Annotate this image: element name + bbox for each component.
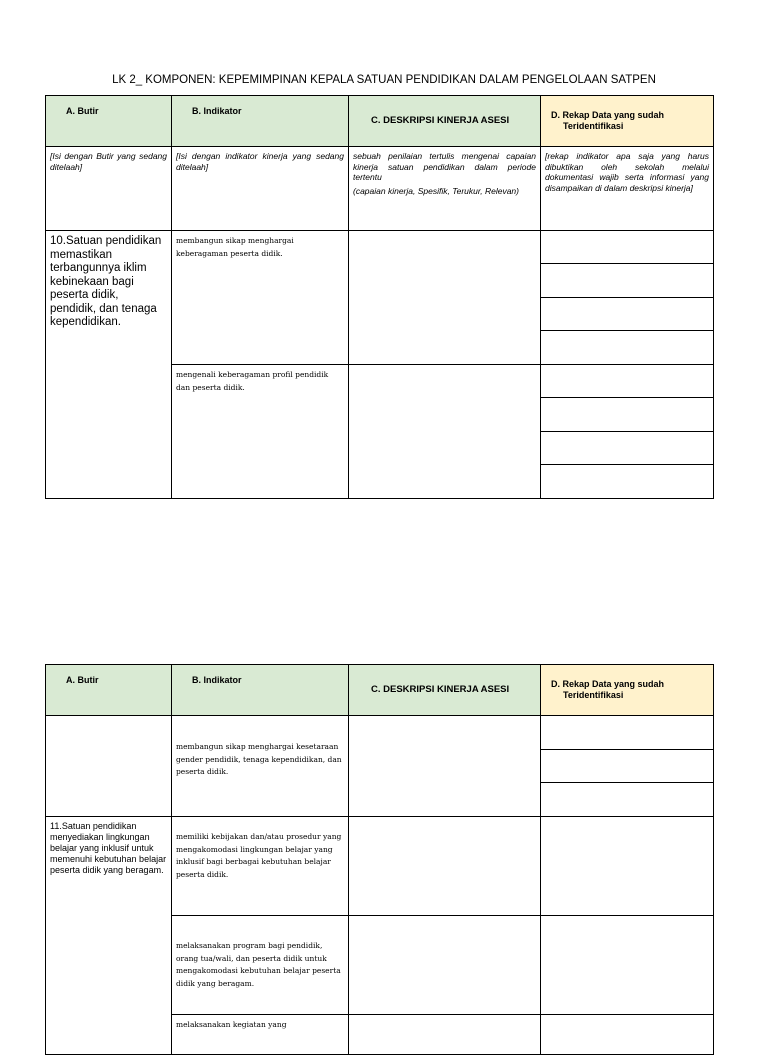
deskripsi-cell[interactable]	[349, 365, 541, 499]
indikator-cell: membangun sikap menghargai keberagaman peserta didik.	[172, 231, 349, 365]
rekap-cell[interactable]	[541, 716, 714, 817]
deskripsi-cell[interactable]	[349, 231, 541, 365]
header-rekap: D. Rekap Data yang sudah Teridentifikasi	[541, 96, 714, 147]
rekap-cell[interactable]	[541, 817, 714, 916]
instruction-deskripsi: sebuah penilaian tertulis mengenai capaian kinerja satuan pendidikan dalam periode tertentu (capaian kinerja, Spesifik, Terukur, Relevan)	[349, 147, 541, 231]
instruction-row	[46, 147, 714, 231]
rekap-cell[interactable]	[541, 231, 714, 365]
header-indikator: B. Indikator	[172, 96, 349, 147]
rekap-cell[interactable]	[541, 916, 714, 1015]
butir-cell: 11.Satuan pendidikan menyediakan lingkungan belajar yang inklusif untuk memenuhi kebutuhan belajar peserta didik yang beragam.	[46, 817, 172, 1055]
indikator-cell: membangun sikap menghargai kesetaraan gender pendidik, tenaga kependidikan, dan peserta didik.	[172, 716, 349, 817]
indikator-cell: melaksanakan kegiatan yang	[172, 1015, 349, 1055]
rekap-cell[interactable]	[541, 365, 714, 499]
rubric-table-1	[45, 95, 714, 499]
rubric-table-2	[45, 664, 714, 1055]
header-butir: A. Butir	[46, 665, 172, 716]
rekap-cell[interactable]	[541, 1015, 714, 1055]
header-indikator: B. Indikator	[172, 665, 349, 716]
table-header-row	[46, 665, 714, 716]
indikator-cell: melaksanakan program bagi pendidik, orang tua/wali, dan peserta didik untuk mengakomodasi kebutuhan belajar peserta didik yang beragam.	[172, 916, 349, 1015]
indikator-cell: memiliki kebijakan dan/atau prosedur yang mengakomodasi lingkungan belajar yang inklusif bagi berbagai kebutuhan belajar peserta didik.	[172, 817, 349, 916]
header-rekap: D. Rekap Data yang sudah Teridentifikasi	[541, 665, 714, 716]
document-title: LK 2_ KOMPONEN: KEPEMIMPINAN KEPALA SATUAN PENDIDIKAN DALAM PENGELOLAAN SATPEN	[112, 74, 656, 86]
table-row	[46, 231, 714, 365]
header-butir: A. Butir	[46, 96, 172, 147]
instruction-indikator: [Isi dengan indikator kinerja yang sedang ditelaah]	[172, 147, 349, 231]
deskripsi-cell[interactable]	[349, 1015, 541, 1055]
butir-cell	[46, 716, 172, 817]
deskripsi-cell[interactable]	[349, 916, 541, 1015]
table-header-row	[46, 96, 714, 147]
instruction-butir: [Isi dengan Butir yang sedang ditelaah]	[46, 147, 172, 231]
deskripsi-cell[interactable]	[349, 716, 541, 817]
deskripsi-cell[interactable]	[349, 817, 541, 916]
butir-cell: 10.Satuan pendidikan memastikan terbangunnya iklim kebinekaan bagi peserta didik, pendidik, dan tenaga kependidikan.	[46, 231, 172, 499]
header-deskripsi: C. DESKRIPSI KINERJA ASESI	[349, 665, 541, 716]
header-deskripsi: C. DESKRIPSI KINERJA ASESI	[349, 96, 541, 147]
indikator-cell: mengenali keberagaman profil pendidik dan peserta didik.	[172, 365, 349, 499]
instruction-rekap: [rekap indikator apa saja yang harus dibuktikan oleh sekolah melalui dokumentasi wajib serta informasi yang disampaikan di dalam deskripsi kinerja]	[541, 147, 714, 231]
table-row	[46, 817, 714, 916]
table-row	[46, 716, 714, 817]
